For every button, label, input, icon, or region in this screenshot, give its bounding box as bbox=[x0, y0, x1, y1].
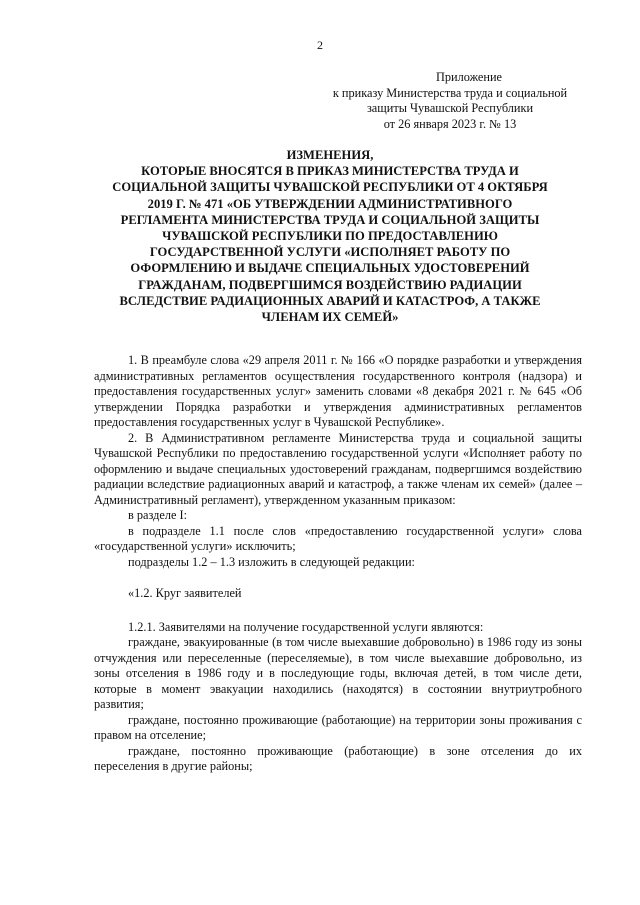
paragraph-1-2-1: 1.2.1. Заявителями на получение государственной услуги являются: bbox=[128, 619, 484, 634]
title-line: 2019 Г. № 471 «ОБ УТВЕРЖДЕНИИ АДМИНИСТРАТИВНОГО bbox=[147, 196, 513, 211]
paragraph-preamble: 1. В преамбуле слова «29 апреля 2011 г. № 166 «О порядке разработки и утверждения административных регламентов осуществления государственного контроля (надзора) и предоставления государственных услуг» заменить словами «8 декабря 2021 г. № 645 «Об утверждении Порядка разработки и утверждения административных регламентов предоставления государственных услуг в Чувашской Республике». bbox=[94, 353, 582, 429]
title-line: КОТОРЫЕ ВНОСЯТСЯ В ПРИКАЗ МИНИСТЕРСТВА ТРУДА И bbox=[141, 164, 519, 179]
title-line: ВСЛЕДСТВИЕ РАДИАЦИОННЫХ АВАРИЙ И КАТАСТРОФ, А ТАКЖЕ bbox=[119, 293, 541, 308]
title-line: СОЦИАЛЬНОЙ ЗАЩИТЫ ЧУВАШСКОЙ РЕСПУБЛИКИ ОТ 4 ОКТЯБРЯ bbox=[112, 180, 548, 195]
document-title bbox=[92, 147, 568, 325]
title-line: ОФОРМЛЕНИЮ И ВЫДАЧЕ СПЕЦИАЛЬНЫХ УДОСТОВЕРЕНИЙ bbox=[130, 261, 530, 276]
appendix-line: Приложение bbox=[436, 70, 502, 84]
paragraph-relocation-zone: граждане, постоянно проживающие (работающие) в зоне отселения до их переселения в другие районы; bbox=[94, 743, 582, 773]
title-line: ЧЛЕНАМ ИХ СЕМЕЙ» bbox=[261, 310, 399, 325]
appendix-line: защиты Чувашской Республики bbox=[366, 101, 534, 115]
title-line: ЧУВАШСКОЙ РЕСПУБЛИКИ ПО ПРЕДОСТАВЛЕНИЮ bbox=[162, 229, 498, 244]
paragraph-evacuated-citizens: граждане, эвакуированные (в том числе выехавшие добровольно) в 1986 году из зоны отчуждения или переселенные (переселяемые), в том числе выехавшие добровольно, из зоны отселения в 1986 году и в последующие годы, включая детей, в том числе дети, которые в момент эвакуации находились (находятся) в состоянии внутриутробного развития; bbox=[94, 635, 582, 711]
title-line: ИЗМЕНЕНИЯ, bbox=[286, 148, 374, 162]
appendix-line: к приказу Министерства труда и социальной bbox=[332, 85, 568, 100]
page-number: 2 bbox=[317, 38, 323, 52]
paragraph-resettlement-zone: граждане, постоянно проживающие (работающие) на территории зоны проживания с правом на отселение; bbox=[94, 712, 582, 742]
appendix-line: от 26 января 2023 г. № 13 bbox=[383, 116, 517, 131]
title-line: ГОСУДАРСТВЕННОЙ УСЛУГИ «ИСПОЛНЯЕТ РАБОТУ ПО bbox=[149, 245, 511, 260]
title-line: РЕГЛАМЕНТА МИНИСТЕРСТВА ТРУДА И СОЦИАЛЬНОЙ ЗАЩИТЫ bbox=[120, 212, 540, 227]
paragraph-subsection-1-1: в подразделе 1.1 после слов «предоставлению государственной услуги» слова «государственной услуги» исключить; bbox=[94, 523, 582, 553]
title-line: ГРАЖДАНАМ, ПОДВЕРГШИМСЯ ВОЗДЕЙСТВИЮ РАДИАЦИИ bbox=[138, 277, 522, 292]
appendix-block bbox=[318, 70, 582, 132]
section-heading-applicants: «1.2. Круг заявителей bbox=[128, 586, 242, 600]
paragraph-subsections-1-2-1-3: подразделы 1.2 – 1.3 изложить в следующей редакции: bbox=[128, 554, 415, 569]
paragraph-section-i: в разделе I: bbox=[128, 508, 188, 522]
paragraph-regulation: 2. В Административном регламенте Министерства труда и социальной защиты Чувашской Республики по предоставлению государственной услуги «Исполняет работу по оформлению и выдаче специальных удостоверений гражданам, подвергшимся воздействию радиации вследствие радиационных аварий и катастроф, а также членам их семей» (далее – Административный регламент), утвержденном указанным приказом: bbox=[94, 430, 582, 507]
document-body bbox=[94, 353, 582, 775]
